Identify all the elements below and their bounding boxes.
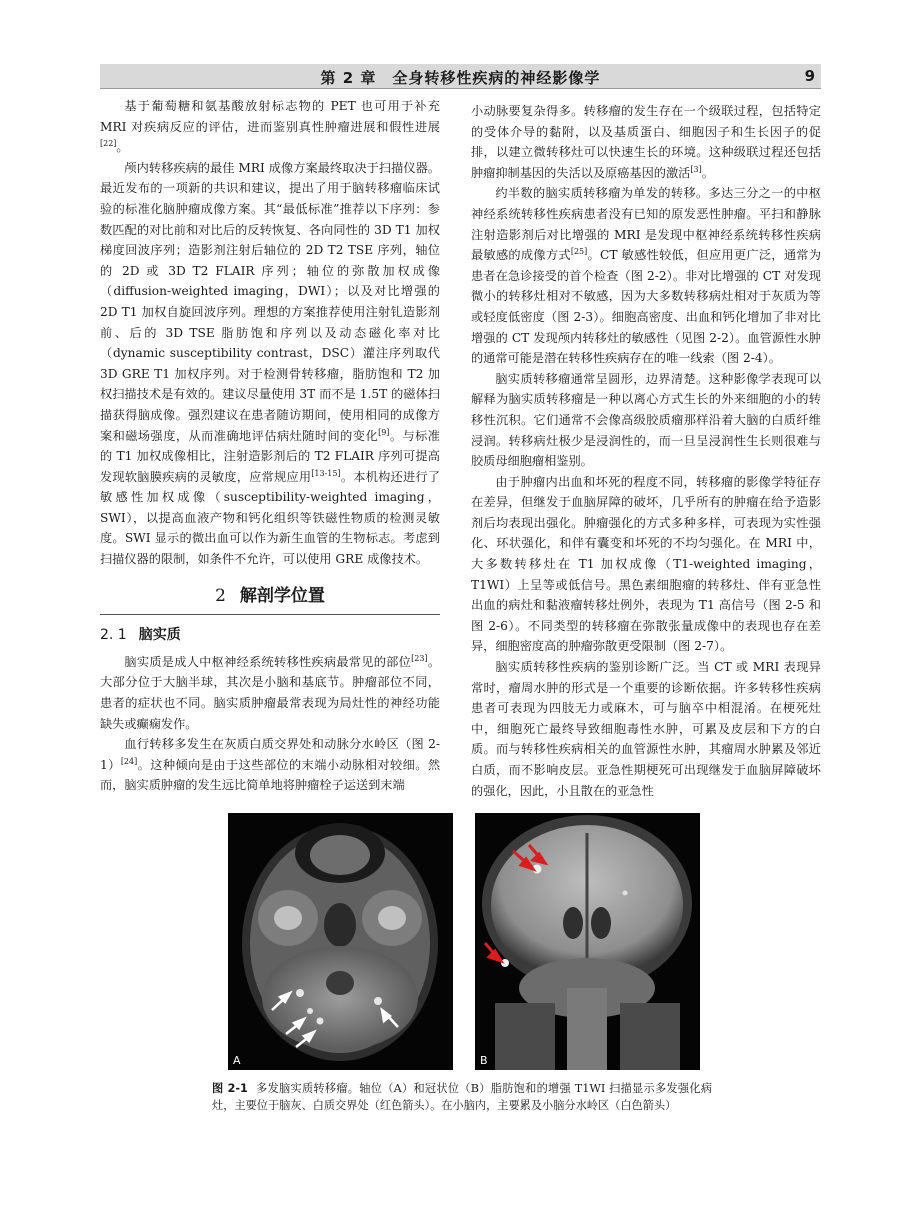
mri-coronal-panel bbox=[475, 813, 700, 1070]
subsection-heading bbox=[100, 625, 440, 646]
panel-label: A bbox=[233, 1054, 241, 1067]
left-column bbox=[100, 96, 440, 796]
paragraph: 脑实质转移瘤通常呈圆形，边界清楚。这种影像学表现可以解释为脑实质转移瘤是一种以离心方式生长的外来细胞的小的转移性沉积。它们通常不会像高级胶质瘤那样沿着大脑的白质纤维浸润。转移病灶极少是浸润性的，而一旦呈浸润性生长则很难与胶质母细胞瘤相鉴别。 bbox=[471, 371, 821, 469]
paragraph: 脑实质是成人中枢神经系统转移性疾病最常见的部位[23]。大部分位于大脑半球，其次是小脑和基底节。肿瘤部位不同，患者的症状也不同。脑实质肿瘤最常表现为局灶性的神经功能缺失或癫痫发作。 bbox=[100, 653, 441, 731]
citation: [13-15] bbox=[311, 468, 341, 478]
paragraph: 颅内转移疾病的最佳 MRI 成像方案最终取决于扫描仪器。最近发布的一项新的共识和建议，提出了用于脑转移瘤临床试验的标准化脑肿瘤成像方案。其“最低标准”推荐以下序列：参数匹配的对比前和对比后的反转恢复、各向同性的 3D T1 加权梯度回波序列；造影剂注射后轴位的 2D T2 TSE 序列，轴位的 2D 或 3D T2 FLAIR 序列；轴位的弥散加权成像（diffusion-weighted imaging，DWI）；以及对比增强的 2D T1 加权自旋回波序列。理想的方案推荐使用注射钆造影剂前、后的 3D TSE 脂肪饱和序列以及动态磁化率对比（dynamic susceptibility contrast，DSC）灌注序列取代 3D GRE T1 加权序列。对于检测骨转移瘤，脂肪饱和 T2 加权扫描技术是有效的。建议尽量使用 3T 而不是 1.5T 的磁体扫描获得脑成像。强烈建议在患者随访期间，使用相同的成像方案和磁场强度，从而准确地评估病灶随时间的变化[9]。与标准的 T1 加权成像相比，注射造影剂后的 T2 FLAIR 序列可提高发现软脑膜疾病的灵敏度，应常规应用[13-15]。本机构还进行了敏感性加权成像（susceptibility-weighted imaging，SWI），以提高血液产物和钙化组织等铁磁性物质的检测灵敏度。SWI 显示的微出血可以作为新生血管的生物标志。考虑到扫描仪器的限制，如条件不允许，可以使用 GRE 成像技术。 bbox=[100, 160, 441, 567]
right-column bbox=[471, 101, 821, 801]
citation: [23] bbox=[411, 653, 428, 663]
citation: [24] bbox=[120, 756, 138, 766]
paragraph: 约半数的脑实质转移瘤为单发的转移。多达三分之一的中枢神经系统转移性疾病患者没有已知的原发恶性肿瘤。平扫和静脉注射造影剂后对比增强的 MRI 是发现中枢神经系统转移性疾病最敏感的成像方式[25]。CT 敏感性较低，但应用更广泛，通常为患者在急诊接受的首个检查（图 2-2）。非对比增强的 CT 对发现微小的转移灶相对不敏感，因为大多数转移病灶相对于灰质为等或轻度低密度（图 2-3）。细胞高密度、出血和钙化增加了非对比增强的 CT 发现颅内转移灶的敏感性（见图 2-2）。血管源性水肿的通常可能是潜在转移性疾病存在的唯一线索（图 2-4）。 bbox=[471, 186, 822, 366]
paragraph: 小动脉要复杂得多。转移瘤的发生存在一个级联过程，包括特定的受体介导的黏附，以及基质蛋白、细胞因子和生长因子的促排，以建立微转移灶可以快速生长的环境。这种级联过程还包括肿瘤抑制基因的失活以及原癌基因的激活[3]。 bbox=[471, 104, 821, 180]
figure-2-1 bbox=[228, 813, 703, 1070]
citation: [25] bbox=[570, 247, 588, 257]
citation: [9] bbox=[378, 427, 390, 437]
paragraph: 基于葡萄糖和氨基酸放射标志物的 PET 也可用于补充 MRI 对疾病反应的评估，进而鉴别真性肿瘤进展和假性进展[22]。 bbox=[100, 99, 440, 155]
citation: [22] bbox=[100, 139, 117, 149]
caption-text: 多发脑实质转移瘤。轴位（A）和冠状位（B）脂肪饱和的增强 T1WI 扫描显示多发强化病灶，主要位于脑灰、白质交界处（红色箭头）。在小脑内，主要累及小脑分水岭区（白色箭头） bbox=[212, 1082, 712, 1112]
section-title: 解剖学位置 bbox=[239, 585, 325, 606]
section-number: 2 bbox=[215, 585, 226, 606]
caption-label: 图 2-1 bbox=[212, 1082, 248, 1095]
paragraph: 血行转移多发生在灰质白质交界处和动脉分水岭区（图 2-1）[24]。这种倾向是由于这些部位的末端小动脉相对较细。然而，脑实质肿瘤的发生远比简单地将肿瘤栓子运送到末端 bbox=[100, 737, 441, 793]
subsection-number: 2. 1 bbox=[100, 627, 127, 644]
running-header bbox=[100, 64, 821, 89]
citation: [3] bbox=[690, 164, 702, 174]
figure-caption bbox=[212, 1080, 712, 1114]
page-number: 9 bbox=[804, 67, 815, 85]
subsection-title: 脑实质 bbox=[138, 627, 181, 644]
chapter-title: 第 2 章 全身转移性疾病的神经影像学 bbox=[320, 69, 601, 87]
panel-label: B bbox=[480, 1054, 488, 1067]
paragraph: 脑实质转移性疾病的鉴别诊断广泛。当 CT 或 MRI 表现异常时，瘤周水肿的形式是一个重要的诊断依据。许多转移性疾病患者可表现为四肢无力或麻木，可与脑卒中相混淆。在梗死灶中，细胞死亡最终导致细胞毒性水肿，可累及皮层和下方的白质。而与转移性疾病相关的血管源性水肿，其瘤周水肿累及邻近白质，而不影响皮层。亚急性期梗死可出现继发于血脑屏障破坏的强化，因此，小且散在的亚急性 bbox=[471, 660, 821, 798]
paragraph: 由于肿瘤内出血和坏死的程度不同，转移瘤的影像学特征存在差异，但继发于血脑屏障的破坏，几乎所有的肿瘤在给予造影剂后均表现出强化。肿瘤强化的方式多种多样，可表现为实性强化、环状强化，和伴有囊变和坏死的不均匀强化。在 MRI 中，大多数转移灶在 T1 加权成像（T1-weighted imaging，T1WI）上呈等或低信号。黑色素细胞瘤的转移灶、伴有亚急性出血的病灶和黏液瘤转移灶例外，表现为 T1 高信号（图 2-5 和图 2-6）。不同类型的转移瘤在弥散张量成像中的表现也存在差异，细胞密度高的肿瘤弥散更受限制（图 2-7）。 bbox=[471, 474, 821, 654]
mri-axial-panel bbox=[228, 813, 453, 1070]
section-heading bbox=[100, 586, 440, 616]
